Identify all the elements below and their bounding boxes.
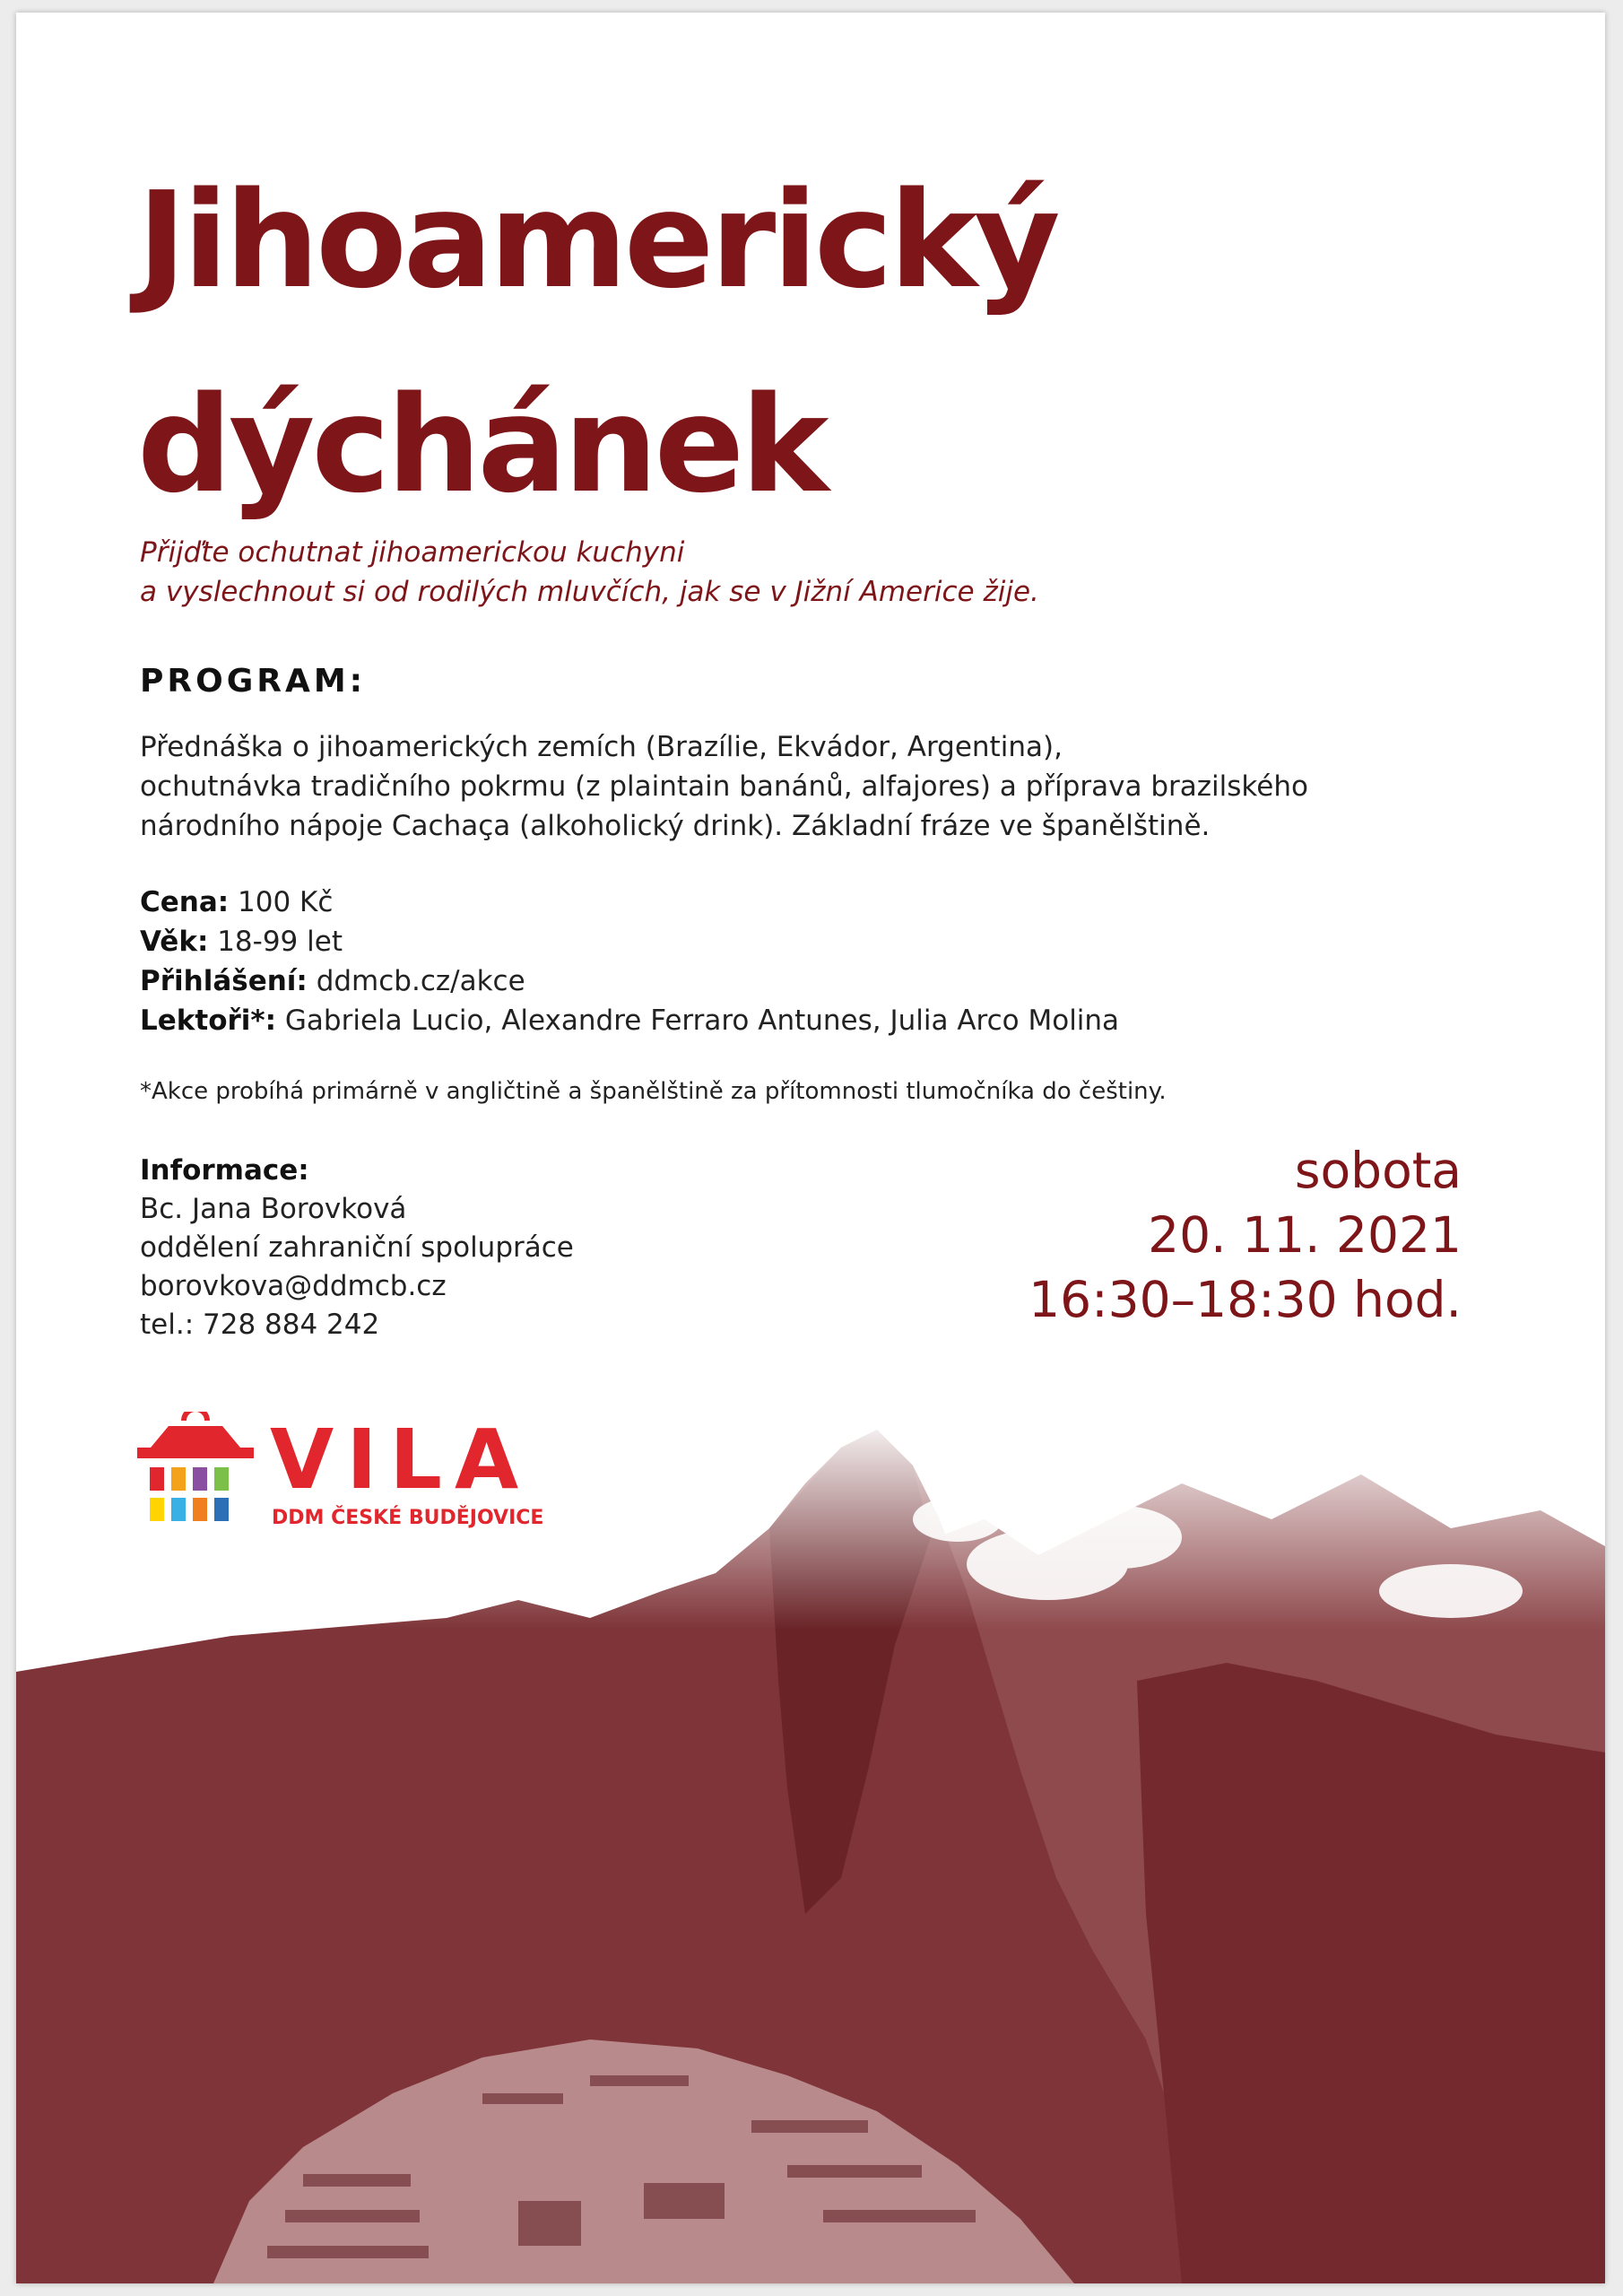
lecturers-label: Lektoři*: — [140, 1004, 277, 1037]
lecturers-row — [140, 1001, 1119, 1040]
subtitle-line-2: a vyslechnout si od rodilých mluvčích, jak se v Jižní Americe žije. — [140, 576, 1039, 608]
age-row — [140, 922, 1119, 961]
poster-title — [137, 138, 1057, 547]
age-value: 18-99 let — [217, 926, 343, 958]
logo-subtitle: DDM ČESKÉ BUDĚJOVICE — [272, 1507, 544, 1529]
program-description — [140, 727, 1467, 846]
age-label: Věk: — [140, 926, 209, 958]
signup-value: ddmcb.cz/akce — [316, 965, 525, 997]
price-row — [140, 883, 1119, 922]
program-heading: PROGRAM: — [140, 663, 367, 700]
signup-label: Přihlášení: — [140, 965, 308, 997]
title-line-2: dýchánek — [137, 368, 826, 522]
lecturers-value: Gabriela Lucio, Alexandre Ferraro Antunes, Julia Arco Molina — [284, 1004, 1120, 1037]
program-line-1: Přednáška o jihoamerických zemích (Brazílie, Ekvádor, Argentina), — [140, 731, 1063, 763]
contact-info — [140, 1152, 574, 1344]
vila-logo — [137, 1412, 544, 1537]
subtitle-line-1: Přijďte ochutnat jihoamerickou kuchyni — [140, 536, 685, 569]
price-value: 100 Kč — [238, 886, 334, 918]
event-date-value: 20. 11. 2021 — [1148, 1206, 1462, 1264]
event-day: sobota — [1294, 1142, 1462, 1199]
footnote: *Akce probíhá primárně v angličtině a španělštině za přítomnosti tlumočníka do češtiny. — [140, 1078, 1167, 1105]
event-details — [140, 883, 1119, 1040]
info-heading: Informace: — [140, 1154, 309, 1187]
contact-department: oddělení zahraniční spolupráce — [140, 1231, 574, 1264]
event-time: 16:30–18:30 hod. — [1028, 1271, 1462, 1328]
contact-email: borovkova@ddmcb.cz — [140, 1270, 447, 1302]
program-line-3: národního nápoje Cachaça (alkoholický drink). Základní fráze ve španělštině. — [140, 810, 1211, 842]
mountain-landscape-image — [16, 1412, 1605, 2283]
event-date — [1028, 1138, 1462, 1332]
poster — [16, 13, 1605, 2283]
contact-phone: tel.: 728 884 242 — [140, 1309, 380, 1341]
title-line-1: Jihoamerický — [137, 163, 1057, 317]
program-line-2: ochutnávka tradičního pokrmu (z plaintain banánů, alfajores) a příprava brazilského — [140, 770, 1308, 803]
signup-row — [140, 961, 1119, 1001]
logo-name: VILA — [270, 1412, 532, 1508]
price-label: Cena: — [140, 886, 230, 918]
house-icon — [137, 1412, 254, 1537]
subtitle — [140, 533, 1039, 612]
contact-name: Bc. Jana Borovková — [140, 1193, 407, 1225]
